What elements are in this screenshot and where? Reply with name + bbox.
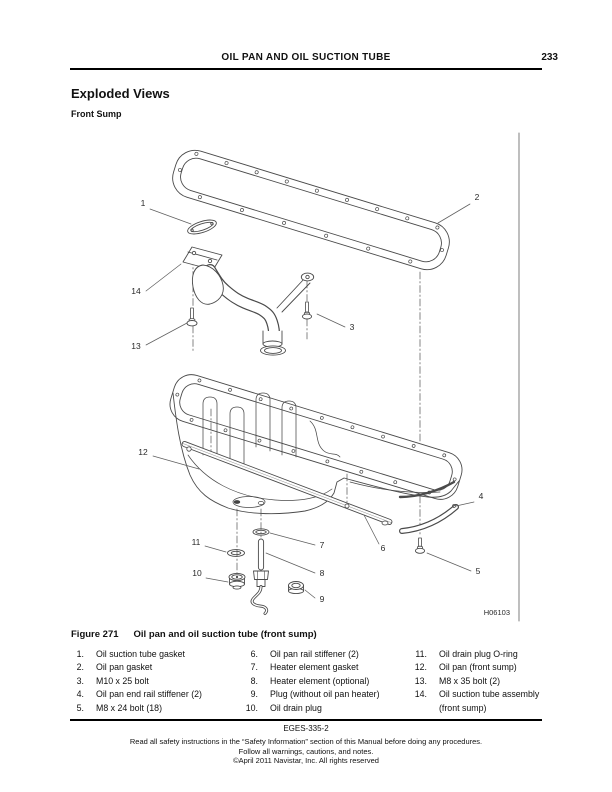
section-heading: Exploded Views (71, 86, 170, 101)
callout-8: 8 (319, 568, 325, 578)
page-number: 233 (541, 52, 558, 63)
page-header-title: OIL PAN AND OIL SUCTION TUBE (221, 52, 391, 63)
parts-list-item (244, 675, 413, 688)
parts-list-item (244, 688, 413, 701)
parts-list-item (244, 648, 413, 661)
part-text: M8 x 24 bolt (18) (96, 702, 163, 713)
subsection-heading: Front Sump (71, 109, 122, 119)
callout-11: 11 (191, 537, 201, 547)
callout-1: 1 (140, 198, 146, 208)
part-number: 8. (250, 675, 258, 686)
part-number: 3. (76, 675, 84, 686)
drain-plug-oring-drawing (228, 550, 245, 557)
parts-list-item (413, 688, 556, 715)
parts-list-item (70, 675, 244, 688)
callout-12: 12 (138, 447, 148, 457)
callout-4: 4 (478, 491, 484, 501)
part-number: 5. (76, 702, 84, 713)
footer-safety-line-2: Follow all warnings, cautions, and notes. (238, 746, 374, 756)
parts-list-item (70, 688, 244, 701)
callout-9: 9 (319, 594, 325, 604)
part-text: Oil pan rail stiffener (2) (270, 649, 359, 659)
part-number: 7. (250, 662, 258, 673)
part-number: 6. (250, 649, 258, 659)
part-number: 4. (76, 689, 84, 700)
parts-list-item (413, 661, 556, 674)
parts-column-1 (70, 648, 244, 715)
figure-caption-title: Oil pan and oil suction tube (front sump) (133, 629, 317, 640)
bolt-3-drawing (302, 302, 311, 319)
callout-13: 13 (131, 341, 141, 351)
parts-list-item (413, 675, 556, 688)
parts-column-3 (413, 648, 556, 715)
part-text: M8 x 35 bolt (2) (439, 675, 501, 686)
part-number: 11. (415, 649, 427, 659)
parts-column-2 (244, 648, 413, 715)
part-number: 12. (414, 662, 427, 673)
part-number: 14. (414, 689, 427, 700)
suction-tube-gasket-drawing (186, 217, 218, 237)
part-text: Oil pan (front sump) (439, 662, 517, 673)
footer-copyright: ©April 2011 Navistar, Inc. All rights reserved (233, 756, 379, 765)
part-text: Plug (without oil pan heater) (270, 689, 380, 700)
bolt-13-drawing (187, 308, 197, 326)
part-number: 10. (245, 702, 258, 713)
part-text: Oil pan gasket (96, 662, 153, 673)
part-number: 9. (250, 689, 258, 700)
callout-7: 7 (319, 540, 325, 550)
part-number: 13. (414, 675, 427, 686)
part-text: M10 x 25 bolt (96, 675, 149, 686)
part-number: 1. (76, 649, 84, 659)
drain-plug-drawing (229, 573, 245, 589)
bolt-5-drawing (415, 538, 424, 553)
part-text: Oil drain plug O-ring (439, 649, 518, 659)
callout-10: 10 (192, 568, 202, 578)
figure-caption-label: Figure 271 (71, 629, 119, 640)
footer-rule (70, 719, 542, 721)
part-text: Heater element gasket (270, 662, 359, 673)
exploded-view-diagram (60, 125, 530, 625)
part-number: 2. (76, 662, 84, 673)
callout-5: 5 (475, 566, 481, 576)
figure-caption (71, 629, 317, 640)
header-rule (70, 68, 542, 70)
end-rail-stiffener-drawing (402, 505, 456, 532)
callout-14: 14 (131, 286, 141, 296)
part-text: Oil pan end rail stiffener (2) (96, 689, 202, 700)
part-text: Oil suction tube assembly (front sump) (439, 689, 540, 713)
parts-list-item (244, 702, 413, 715)
parts-list-item (70, 661, 244, 674)
callout-3: 3 (349, 322, 355, 332)
part-text: Oil drain plug (270, 702, 322, 713)
footer-safety-line-1: Read all safety instructions in the “Safety Information” section of this Manual before doing any procedures. (129, 737, 483, 746)
footer-doc-code: EGES-335-2 (283, 724, 329, 733)
callout-2: 2 (474, 192, 480, 202)
figure-image-id: H06103 (483, 608, 510, 617)
parts-list (70, 648, 556, 715)
suction-tube-assembly-drawing (183, 247, 314, 355)
heater-element-drawing (252, 539, 268, 614)
part-text: Heater element (optional) (270, 675, 370, 686)
parts-list-item (413, 648, 556, 661)
parts-list-item (244, 661, 413, 674)
callout-6: 6 (380, 543, 386, 553)
parts-list-item (70, 648, 244, 661)
plug-9-drawing (289, 582, 304, 594)
part-text: Oil suction tube gasket (96, 649, 185, 659)
parts-list-item (70, 702, 244, 715)
